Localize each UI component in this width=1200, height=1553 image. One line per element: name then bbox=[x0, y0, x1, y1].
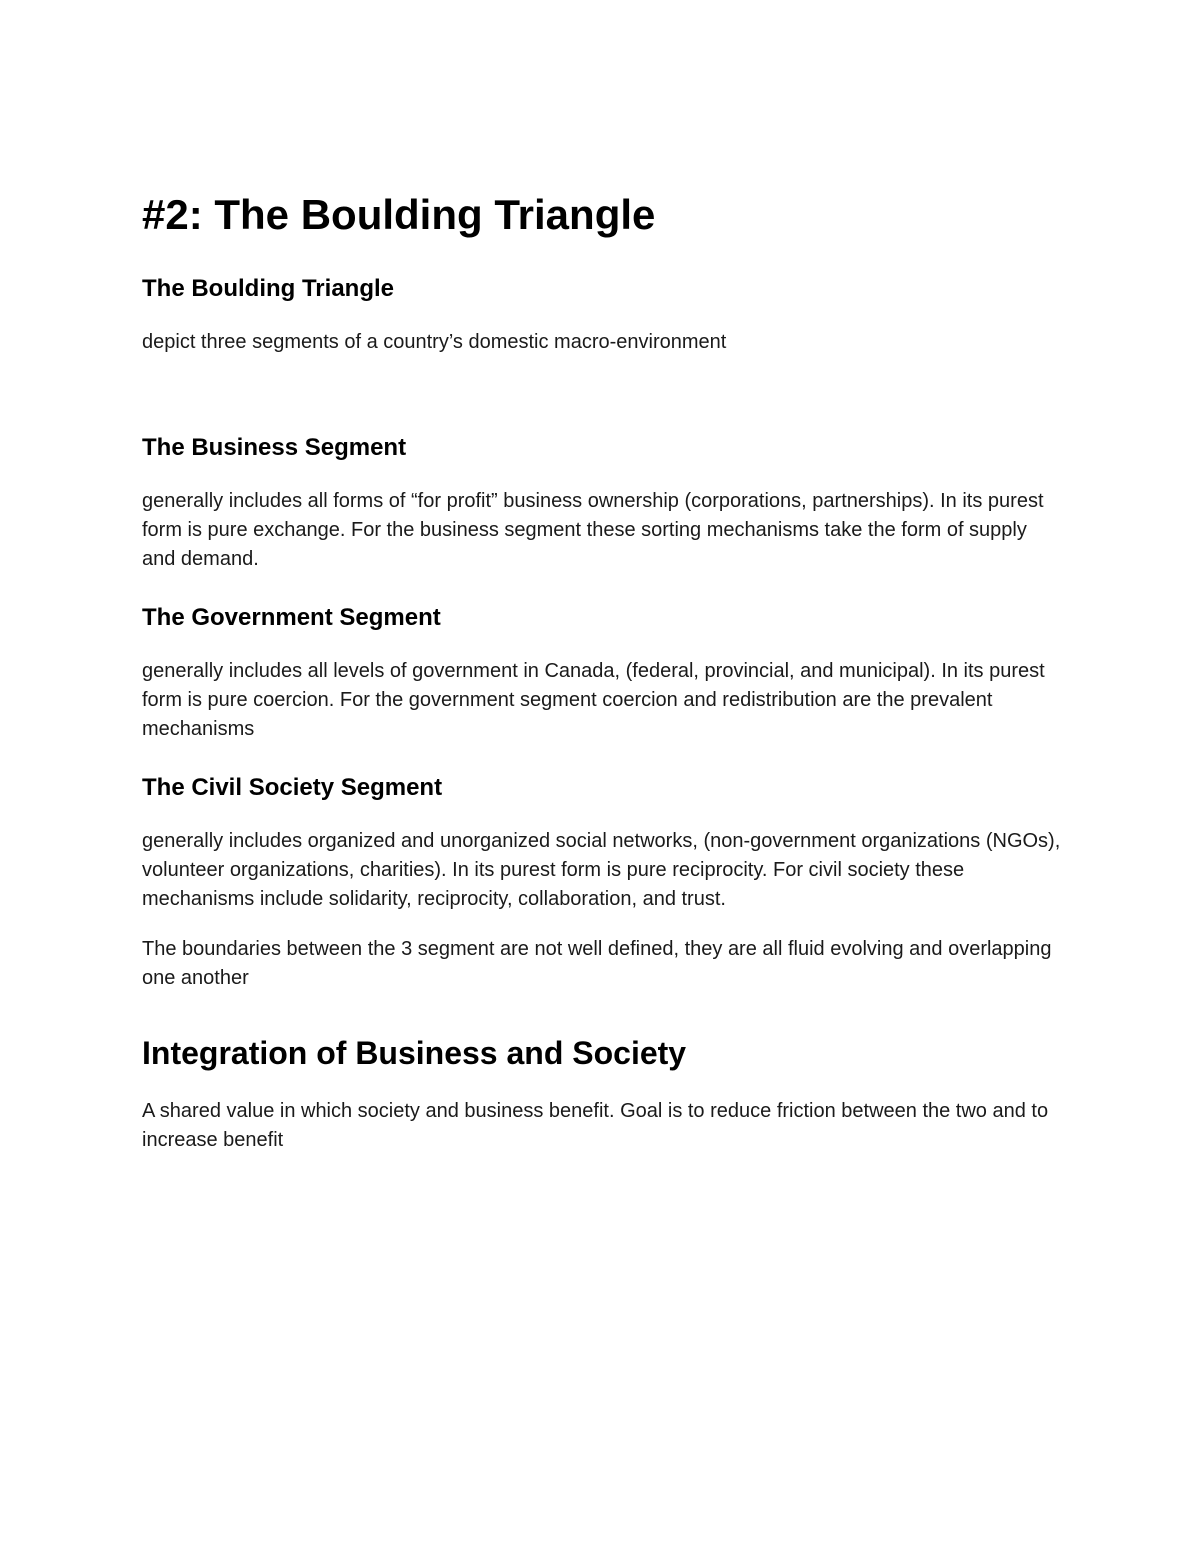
paragraph-boulding-triangle: depict three segments of a country’s domestic macro-environment bbox=[142, 331, 727, 353]
paragraph-boundaries: The boundaries between the 3 segment are not well defined, they are all fluid evolving and overlapping one another bbox=[142, 938, 1052, 989]
paragraph-business-segment: generally includes all forms of “for profit” business ownership (corporations, partnerships). In its purest form is pure exchange. For the business segment these sorting mechanisms take the form of supply and demand. bbox=[142, 490, 1044, 570]
document-title: #2: The Boulding Triangle bbox=[142, 191, 656, 238]
document-body bbox=[142, 188, 1062, 1155]
heading-business-segment: The Business Segment bbox=[142, 434, 407, 461]
heading-government-segment: The Government Segment bbox=[142, 604, 441, 631]
heading-integration: Integration of Business and Society bbox=[142, 1035, 687, 1071]
paragraph-integration: A shared value in which society and business benefit. Goal is to reduce friction between the two and to increase benefit bbox=[142, 1100, 1049, 1151]
paragraph-government-segment: generally includes all levels of government in Canada, (federal, provincial, and municipal). In its purest form is pure coercion. For the government segment coercion and redistribution are the prevalent mechanisms bbox=[142, 660, 1045, 740]
heading-boulding-triangle: The Boulding Triangle bbox=[142, 275, 394, 302]
heading-civil-society-segment: The Civil Society Segment bbox=[142, 774, 443, 801]
paragraph-civil-society-segment: generally includes organized and unorganized social networks, (non-government organizations (NGOs), volunteer organizations, charities). In its purest form is pure reciprocity. For civil society these mechanisms include solidarity, reciprocity, collaboration, and trust. bbox=[142, 830, 1061, 910]
